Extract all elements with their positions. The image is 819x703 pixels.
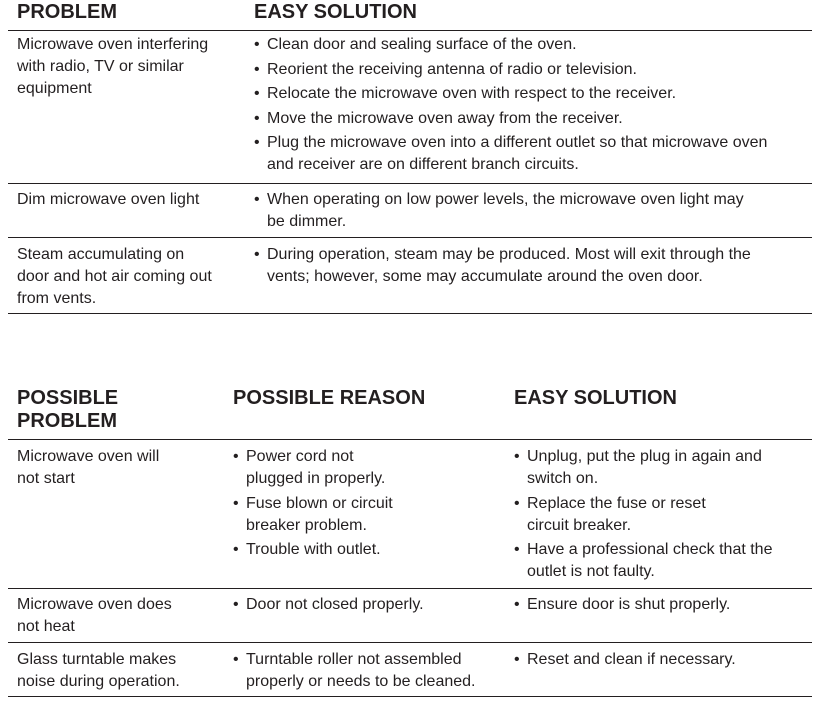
divider [8, 30, 812, 31]
divider [8, 237, 812, 238]
list-item: • Move the microwave oven away from the receiver. [254, 109, 623, 127]
list-item: • Ensure door is shut properly. [514, 596, 731, 613]
list-item: • Fuse blown or circuit breaker problem. [233, 494, 393, 534]
table1-row-2-solutions [254, 189, 744, 236]
header-possible-problem: POSSIBLE PROBLEM [17, 387, 119, 432]
list-item: • Have a professional check that the outlet is not faulty. [514, 541, 773, 580]
list-item: • Clean door and sealing surface of the oven. [254, 36, 577, 53]
table2-row-3-reasons [233, 649, 475, 696]
table1-row-1-problem: Microwave oven interfering with radio, TV or similar equipment [17, 36, 209, 97]
divider [8, 642, 812, 643]
table2-row-1-problem: Microwave oven will not start [17, 448, 160, 487]
divider [8, 588, 812, 589]
table2-row-2-problem: Microwave oven does not heat [17, 596, 172, 635]
table2-row-2-reasons [233, 594, 424, 619]
list-item: • Trouble with outlet. [233, 541, 381, 558]
table2-row-1-solutions [514, 446, 772, 586]
divider [8, 696, 812, 697]
list-item: • When operating on low power levels, the microwave oven light may be dimmer. [254, 191, 744, 230]
table1-row-3-problem: Steam accumulating on door and hot air coming out from vents. [17, 246, 212, 307]
divider [8, 313, 812, 314]
divider [8, 439, 812, 440]
table2-row-3-problem: Glass turntable makes noise during operation. [17, 651, 180, 690]
list-item: • Door not closed properly. [233, 596, 424, 613]
list-item: • Unplug, put the plug in again and switch on. [514, 448, 762, 487]
header-possible-reason: POSSIBLE REASON [233, 387, 426, 409]
table2-row-1-reasons [233, 446, 393, 564]
table1-row-3-solutions [254, 244, 751, 291]
table2-row-2-solutions [514, 594, 730, 619]
list-item: • Plug the microwave oven into a different outlet so that microwave oven and receiver are on different branch circuits. [254, 134, 768, 173]
table1-row-1-solutions [254, 34, 767, 179]
list-item: • Reset and clean if necessary. [514, 651, 736, 668]
table1-row-2-problem: Dim microwave oven light [17, 191, 200, 208]
divider [8, 183, 812, 184]
list-item: • Power cord not plugged in properly. [233, 448, 386, 487]
header-easy-solution: EASY SOLUTION [254, 1, 417, 23]
table2-row-3-solutions [514, 649, 736, 674]
list-item: • Reorient the receiving antenna of radio or television. [254, 60, 637, 78]
header-problem: PROBLEM [17, 1, 117, 23]
list-item: • Replace the fuse or reset circuit breaker. [514, 494, 706, 534]
list-item: • During operation, steam may be produced. Most will exit through the vents; however, some may accumulate around the oven door. [254, 246, 751, 285]
list-item: • Turntable roller not assembled properly or needs to be cleaned. [233, 651, 476, 690]
header-easy-solution-2: EASY SOLUTION [514, 387, 677, 409]
list-item: • Relocate the microwave oven with respect to the receiver. [254, 85, 677, 102]
